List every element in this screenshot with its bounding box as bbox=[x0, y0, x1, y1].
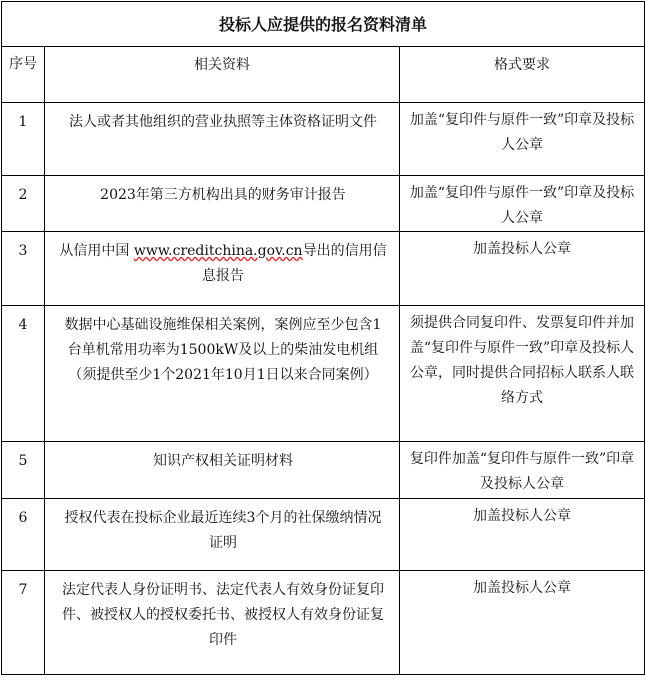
material-suffix: 导出的信用信息报告 bbox=[202, 243, 387, 284]
row-material: 法人或者其他组织的营业执照等主体资格证明文件 bbox=[45, 103, 400, 176]
row-requirement: 加盖“复印件与原件一致”印章及投标人公章 bbox=[400, 176, 645, 232]
row-no: 3 bbox=[2, 232, 45, 306]
row-no: 1 bbox=[2, 103, 45, 176]
table-title: 投标人应提供的报名资料清单 bbox=[2, 2, 645, 47]
row-requirement: 加盖“复印件与原件一致”印章及投标人公章 bbox=[400, 103, 645, 176]
row-material: 法定代表人身份证明书、法定代表人有效身份证复印件、被授权人的授权委托书、被授权人有效身份证复印件 bbox=[45, 571, 400, 675]
row-no: 5 bbox=[2, 442, 45, 499]
creditchina-url: www.creditchina.gov.cn bbox=[133, 243, 303, 259]
material-prefix: 从信用中国 bbox=[59, 243, 134, 259]
table-row bbox=[2, 306, 645, 442]
table-row bbox=[2, 232, 645, 306]
row-material: 授权代表在投标企业最近连续3个月的社保缴纳情况证明 bbox=[45, 499, 400, 571]
row-material: 知识产权相关证明材料 bbox=[45, 442, 400, 499]
registration-materials-table-container bbox=[1, 1, 645, 675]
row-material: 2023年第三方机构出具的财务审计报告 bbox=[45, 176, 400, 232]
row-no: 7 bbox=[2, 571, 45, 675]
table-row bbox=[2, 571, 645, 675]
table-row bbox=[2, 499, 645, 571]
row-no: 6 bbox=[2, 499, 45, 571]
table-row bbox=[2, 176, 645, 232]
row-requirement: 复印件加盖“复印件与原件一致”印章及投标人公章 bbox=[400, 442, 645, 499]
row-no: 2 bbox=[2, 176, 45, 232]
row-requirement: 加盖投标人公章 bbox=[400, 232, 645, 306]
title-row bbox=[2, 2, 645, 47]
row-requirement: 加盖投标人公章 bbox=[400, 499, 645, 571]
row-requirement: 须提供合同复印件、发票复印件并加盖“复印件与原件一致”印章及投标人公章，同时提供合同招标人联系人联络方式 bbox=[400, 306, 645, 442]
table-row bbox=[2, 103, 645, 176]
header-requirement: 格式要求 bbox=[400, 47, 645, 103]
header-material: 相关资料 bbox=[45, 47, 400, 103]
row-material bbox=[45, 232, 400, 306]
table-row bbox=[2, 442, 645, 499]
row-requirement: 加盖投标人公章 bbox=[400, 571, 645, 675]
row-no: 4 bbox=[2, 306, 45, 442]
header-row bbox=[2, 47, 645, 103]
row-material: 数据中心基础设施维保相关案例，案例应至少包含1台单机常用功率为1500kW及以上的柴油发电机组（须提供至少1个2021年10月1日以来合同案例） bbox=[45, 306, 400, 442]
registration-materials-table bbox=[1, 1, 645, 675]
header-no: 序号 bbox=[2, 47, 45, 103]
